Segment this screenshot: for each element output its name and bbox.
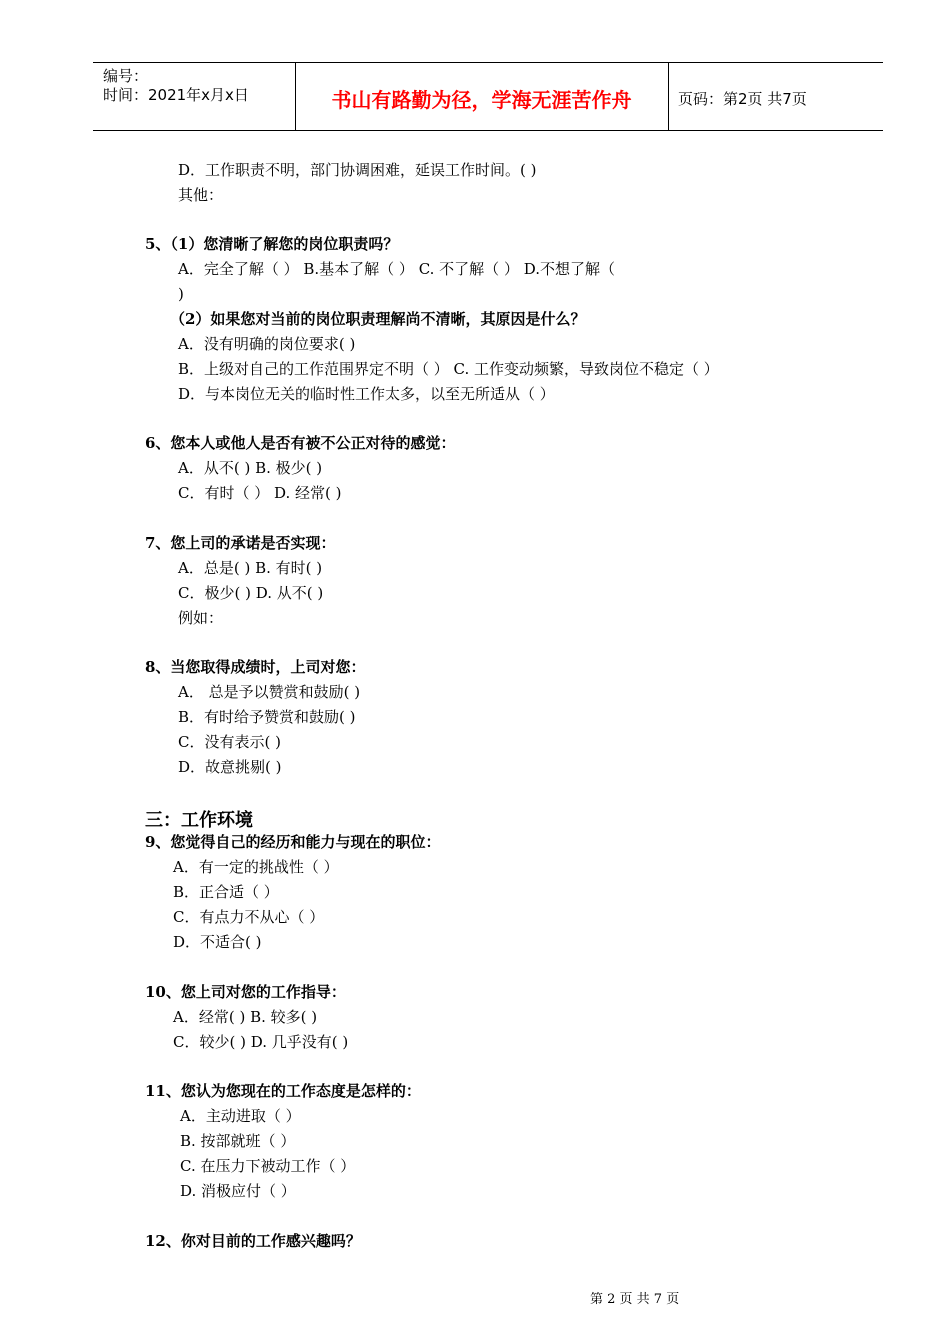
header-divider	[668, 63, 669, 130]
section-title: 三：工作环境	[145, 810, 253, 831]
header-page-label: 页码：第2页 共7页	[678, 90, 807, 108]
answer-line: C．有点力不从心（ ）	[173, 908, 325, 926]
answer-line: A． 总是予以赞赏和鼓励( )	[178, 683, 361, 701]
question-text: 9、您觉得自己的经历和能力与现在的职位：	[145, 833, 441, 851]
answer-line: A．经常( ) B. 较多( )	[173, 1008, 318, 1026]
question-text: 12、你对目前的工作感兴趣吗？	[145, 1232, 361, 1250]
answer-line: A．完全了解（ ） B.基本了解（ ） C. 不了解（ ） D.不想了解（	[178, 260, 615, 278]
question-text: 11、您认为您现在的工作态度是怎样的：	[145, 1082, 421, 1100]
question-text: 6、您本人或他人是否有被不公正对待的感觉：	[145, 434, 456, 452]
page-footer: 第 2 页 共 7 页	[590, 1292, 680, 1307]
answer-line: B．有时给予赞赏和鼓励( )	[178, 708, 356, 726]
answer-line: B．上级对自己的工作范围界定不明（ ） C. 工作变动频繁，导致岗位不稳定（ ）	[178, 360, 719, 378]
page-header	[93, 62, 883, 131]
answer-line: B．正合适（ ）	[173, 883, 279, 901]
answer-line: D. 消极应付（ ）	[180, 1182, 296, 1200]
answer-line: A．总是( ) B. 有时( )	[178, 559, 323, 577]
answer-line: A．主动进取（ ）	[180, 1107, 301, 1125]
answer-line: C．极少( ) D. 从不( )	[178, 584, 324, 602]
question-text: 8、当您取得成绩时，上司对您：	[145, 658, 366, 676]
answer-line: D．故意挑剔( )	[178, 758, 282, 776]
header-meta	[103, 67, 249, 105]
answer-line: 例如：	[178, 609, 224, 627]
question-text: 7、您上司的承诺是否实现：	[145, 534, 336, 552]
header-motto: 书山有路勤为径，学海无涯苦作舟	[331, 88, 632, 112]
question-text: 5、（1）您清晰了解您的岗位职责吗？	[145, 235, 399, 253]
answer-line: 其他：	[178, 186, 224, 204]
answer-line: B. 按部就班（ ）	[180, 1132, 296, 1150]
answer-line: D．不适合( )	[173, 933, 262, 951]
answer-line: C. 在压力下被动工作（ ）	[180, 1157, 356, 1175]
answer-line: C．较少( ) D. 几乎没有( )	[173, 1033, 349, 1051]
question-text: 10、您上司对您的工作指导：	[145, 983, 346, 1001]
answer-line: A．没有明确的岗位要求( )	[178, 335, 356, 353]
answer-line: )	[178, 285, 184, 303]
answer-line: D．与本岗位无关的临时性工作太多，以至无所适从（ ）	[178, 385, 555, 403]
question-text: （2）如果您对当前的岗位职责理解尚不清晰，其原因是什么？	[170, 310, 586, 328]
answer-line: C．没有表示( )	[178, 733, 281, 751]
answer-line: A．有一定的挑战性（ ）	[173, 858, 339, 876]
number-label: 编号：	[103, 67, 149, 85]
answer-line: C．有时（ ） D. 经常( )	[178, 484, 342, 502]
answer-line: D．工作职责不明，部门协调困难，延误工作时间。( )	[178, 161, 537, 179]
answer-line: A．从不( ) B. 极少( )	[178, 459, 323, 477]
time-label: 时间：2021年x月x日	[103, 86, 249, 104]
